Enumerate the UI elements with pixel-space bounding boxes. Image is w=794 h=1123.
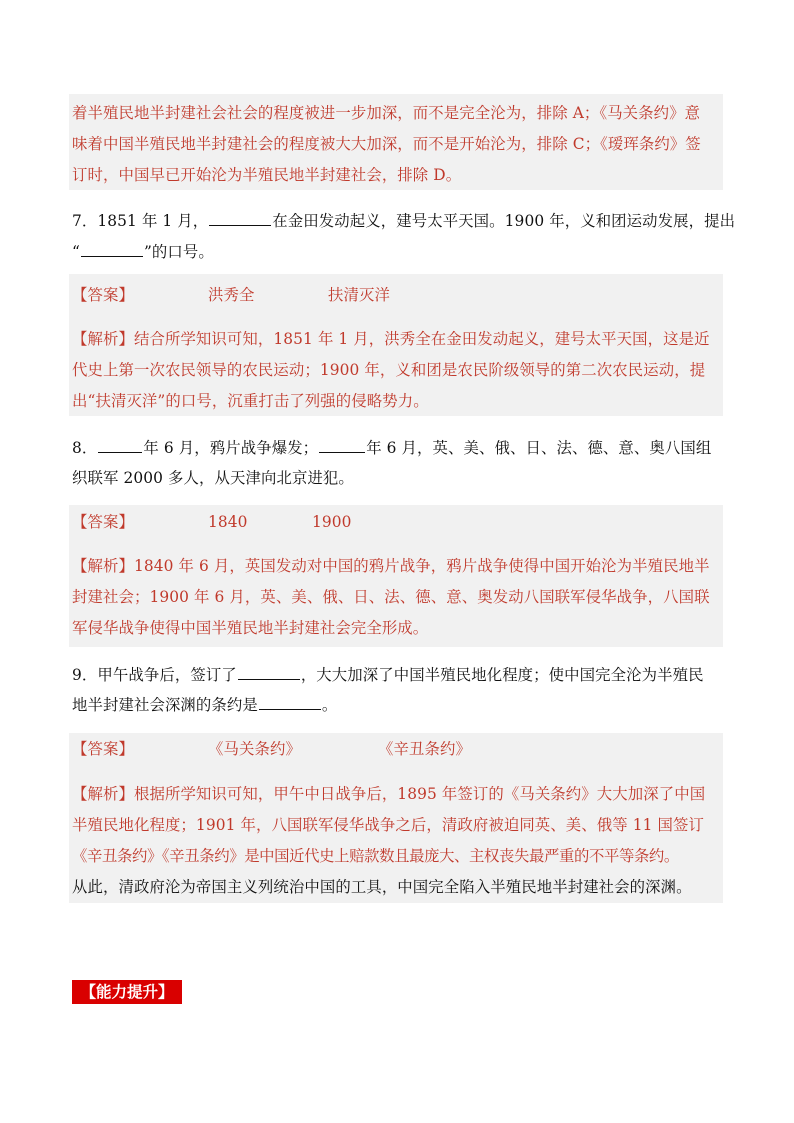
q7-analysis-tag: 【解析】 bbox=[72, 330, 134, 348]
q9-line-1 bbox=[72, 664, 704, 685]
q8-answer-row bbox=[72, 512, 672, 532]
q9-answer-row bbox=[72, 739, 672, 759]
q9-answer-1: 《马关条约》 bbox=[208, 740, 301, 758]
q8-analysis-line-2: 封建社会；1900 年 6 月，英、美、俄、日、法、德、意、奥发动八国联军侵华战争，八国联 bbox=[72, 588, 710, 606]
q7-blank-1 bbox=[209, 210, 271, 226]
q8-answer-tag: 【答案】 bbox=[72, 513, 134, 531]
q7-text-b: 在金田发动起义，建号太平天国。1900 年，义和团运动发展，提出 bbox=[272, 212, 736, 230]
q7-blank-2 bbox=[81, 241, 143, 257]
q9-analysis-line-4: 从此，清政府沦为帝国主义列统治中国的工具，中国完全陷入半殖民地半封建社会的深渊。 bbox=[72, 878, 692, 896]
q7-analysis-line-2: 代史上第一次农民领导的农民运动；1900 年，义和团是农民阶级领导的第二次农民运动，提 bbox=[72, 361, 706, 379]
q7-answer-row bbox=[72, 285, 672, 305]
q7-analysis-text-1: 结合所学知识可知，1851 年 1 月，洪秀全在金田发动起义，建号太平天国，这是近 bbox=[133, 330, 710, 348]
q9-text-b: ，大大加深了中国半殖民地化程度；使中国完全沦为半殖民 bbox=[300, 666, 704, 684]
section-heading-ability: 【能力提升】 bbox=[72, 980, 182, 1004]
q7-text-d: ”的口号。 bbox=[143, 243, 214, 261]
q8-analysis-tag: 【解析】 bbox=[72, 557, 134, 575]
q8-analysis-line-3: 军侵华战争使得中国半殖民地半封建社会完全形成。 bbox=[72, 619, 429, 637]
q8-line-1 bbox=[72, 437, 711, 458]
q9-analysis-line-3: 《辛丑条约》《辛丑条约》是中国近代史上赔款数且最庞大、主权丧失最严重的不平等条约。 bbox=[72, 847, 679, 865]
q9-line-2 bbox=[72, 694, 337, 715]
q7-answer-2: 扶清灭洋 bbox=[328, 286, 390, 304]
q9-text-d: 。 bbox=[321, 696, 338, 714]
q9-analysis-line-1 bbox=[72, 784, 705, 804]
q7-analysis-line-1 bbox=[72, 329, 710, 349]
q9-analysis-text-1: 根据所学知识可知，甲午中日战争后，1895 年签订的《马关条约》大大加深了中国 bbox=[133, 785, 706, 803]
q8-text-a: 8． bbox=[72, 439, 98, 457]
q9-blank-2 bbox=[259, 694, 321, 710]
q7-text-a: 7．1851 年 1 月， bbox=[72, 212, 209, 230]
prev-analysis-line-3: 订时，中国早已开始沦为半殖民地半封建社会，排除 D。 bbox=[72, 166, 462, 184]
q9-analysis-tag: 【解析】 bbox=[72, 785, 134, 803]
q9-blank-1 bbox=[238, 664, 300, 680]
q8-blank-2 bbox=[319, 437, 365, 453]
q7-analysis-line-3: 出“扶清灭洋”的口号，沉重打击了列强的侵略势力。 bbox=[72, 392, 429, 410]
prev-analysis-line-2: 味着中国半殖民地半封建社会的程度被大大加深，而不是开始沦为，排除 C；《瑷珲条约》签 bbox=[72, 135, 701, 153]
q9-text-a: 9．甲午战争后，签订了 bbox=[72, 666, 237, 684]
q8-analysis-text-1: 1840 年 6 月，英国发动对中国的鸦片战争，鸦片战争使得中国开始沦为半殖民地半 bbox=[133, 557, 710, 575]
q9-analysis-line-2: 半殖民地化程度；1901 年，八国联军侵华战争之后，清政府被迫同英、美、俄等 11 国签订 bbox=[72, 816, 704, 834]
q8-analysis-line-1 bbox=[72, 556, 710, 576]
q9-text-c: 地半封建社会深渊的条约是 bbox=[72, 696, 258, 714]
q7-answer-tag: 【答案】 bbox=[72, 286, 134, 304]
q8-line-2: 织联军 2000 多人，从天津向北京进犯。 bbox=[72, 469, 354, 487]
q8-answer-1: 1840 bbox=[208, 513, 248, 531]
q7-text-c: “ bbox=[72, 243, 80, 261]
q9-answer-2: 《辛丑条约》 bbox=[378, 740, 471, 758]
q7-line-2 bbox=[72, 241, 214, 262]
q8-blank-1 bbox=[98, 437, 142, 453]
q8-answer-2: 1900 bbox=[312, 513, 352, 531]
prev-analysis-line-1: 着半殖民地半封建社会社会的程度被进一步加深，而不是完全沦为，排除 A；《马关条约》意 bbox=[72, 104, 701, 122]
q8-text-c: 年 6 月，英、美、俄、日、法、德、意、奥八国组 bbox=[366, 439, 712, 457]
q7-answer-1: 洪秀全 bbox=[208, 286, 255, 304]
q8-text-b: 年 6 月，鸦片战争爆发； bbox=[143, 439, 319, 457]
q7-line-1 bbox=[72, 210, 735, 231]
q9-answer-tag: 【答案】 bbox=[72, 740, 134, 758]
